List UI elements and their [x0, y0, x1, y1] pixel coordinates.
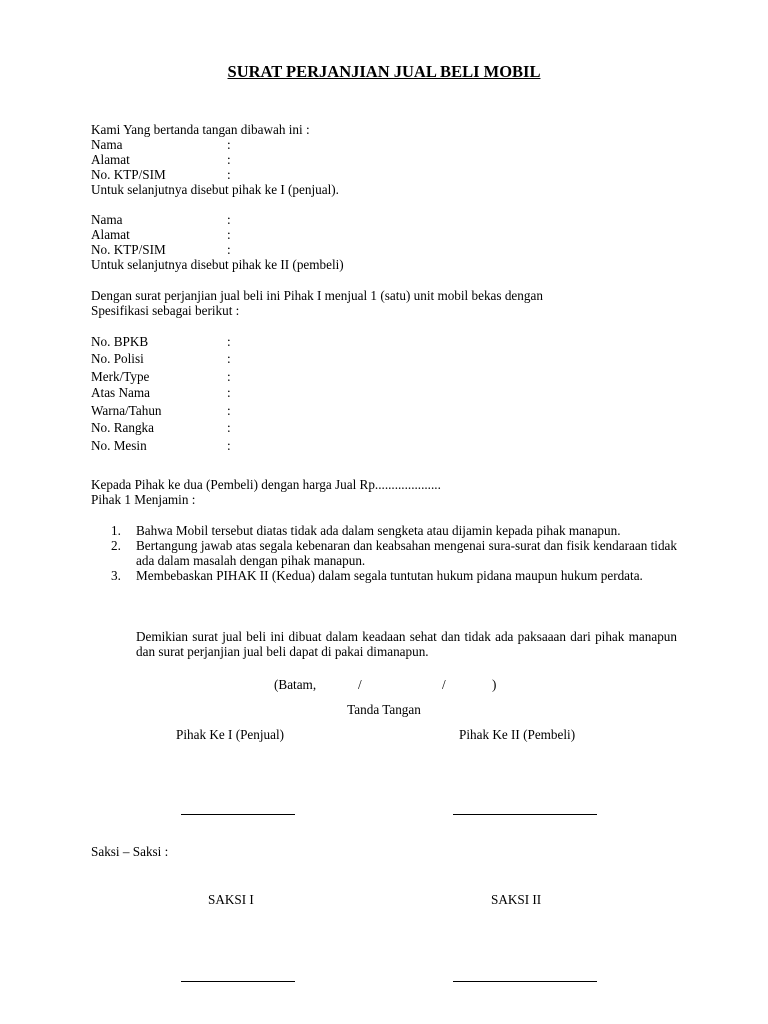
list-text: Bertangung jawab atas segala kebenaran dan keabsahan mengenai sura-surat dan fisik kendaraan tidak ada dalam masalah dengan pihak manapun.	[136, 538, 677, 568]
field-colon: :	[227, 167, 231, 182]
spec-row-warna	[91, 403, 231, 418]
spec-label: No. Polisi	[91, 351, 144, 366]
spec-row-atas-nama	[91, 385, 231, 400]
date-slash-1: /	[358, 677, 362, 692]
date-close: )	[492, 677, 497, 692]
spec-label: Atas Nama	[91, 385, 150, 400]
spec-colon: :	[227, 438, 231, 453]
list-number: 3.	[111, 568, 121, 583]
spec-colon: :	[227, 351, 231, 366]
spec-label: Merk/Type	[91, 369, 150, 384]
spec-row-bpkb	[91, 334, 231, 349]
spec-row-polisi	[91, 351, 231, 366]
witness-heading: Saksi – Saksi :	[91, 844, 169, 859]
witness-left-label: SAKSI I	[208, 892, 254, 907]
list-text: Bahwa Mobil tersebut diatas tidak ada dalam sengketa atau dijamin kepada pihak manapun.	[136, 523, 621, 538]
party2-note: Untuk selanjutnya disebut pihak ke II (pembeli)	[91, 257, 344, 272]
witness-line-right	[453, 981, 597, 982]
agreement-line-1: Dengan surat perjanjian jual beli ini Pihak I menjual 1 (satu) unit mobil bekas dengan	[91, 288, 543, 303]
party1-id-row	[91, 167, 231, 182]
party1-address-row	[91, 152, 231, 167]
field-label: Alamat	[91, 152, 130, 167]
spec-colon: :	[227, 420, 231, 435]
witness-line-left	[181, 981, 295, 982]
spec-colon: :	[227, 369, 231, 384]
spec-row-rangka	[91, 420, 231, 435]
list-item	[91, 523, 677, 538]
spec-row-mesin	[91, 438, 231, 453]
signature-heading: Tanda Tangan	[347, 702, 421, 717]
signer-left-label: Pihak Ke I (Penjual)	[176, 727, 285, 742]
field-label: Nama	[91, 212, 123, 227]
signature-line-right	[453, 814, 597, 815]
field-colon: :	[227, 212, 231, 227]
spec-colon: :	[227, 385, 231, 400]
field-colon: :	[227, 227, 231, 242]
field-colon: :	[227, 137, 231, 152]
spec-label: Warna/Tahun	[91, 403, 162, 418]
spec-row-merk	[91, 369, 231, 384]
list-text: Membebaskan PIHAK II (Kedua) dalam segala tuntutan hukum pidana maupun hukum perdata.	[136, 568, 643, 583]
price-text: Kepada Pihak ke dua (Pembeli) dengan harga Jual Rp....................	[91, 477, 441, 492]
party2-address-row	[91, 227, 231, 242]
closing-paragraph: Demikian surat jual beli ini dibuat dalam keadaan sehat dan tidak ada paksaaan dari pihak manapun dan surat perjanjian jual beli dapat di pakai dimanapun.	[136, 629, 677, 659]
witness-right-label: SAKSI II	[491, 892, 542, 907]
field-label: No. KTP/SIM	[91, 242, 166, 257]
field-label: Alamat	[91, 227, 130, 242]
party2-name-row	[91, 212, 231, 227]
date-slash-2: /	[442, 677, 446, 692]
field-label: Nama	[91, 137, 123, 152]
document-title: SURAT PERJANJIAN JUAL BELI MOBIL	[227, 62, 541, 81]
spec-colon: :	[227, 334, 231, 349]
party1-name-row	[91, 137, 231, 152]
field-label: No. KTP/SIM	[91, 167, 166, 182]
signature-line-left	[181, 814, 295, 815]
spec-label: No. Mesin	[91, 438, 147, 453]
field-colon: :	[227, 152, 231, 167]
agreement-line-2: Spesifikasi sebagai berikut :	[91, 303, 240, 318]
guarantee-heading: Pihak 1 Menjamin :	[91, 492, 196, 507]
guarantee-list	[91, 523, 677, 583]
field-colon: :	[227, 242, 231, 257]
list-number: 1.	[111, 523, 121, 538]
list-item	[91, 538, 677, 568]
spec-colon: :	[227, 403, 231, 418]
list-number: 2.	[111, 538, 121, 553]
party1-note: Untuk selanjutnya disebut pihak ke I (penjual).	[91, 182, 339, 197]
spec-label: No. BPKB	[91, 334, 149, 349]
intro-text: Kami Yang bertanda tangan dibawah ini :	[91, 122, 310, 137]
signer-right-label: Pihak Ke II (Pembeli)	[459, 727, 576, 742]
party2-id-row	[91, 242, 231, 257]
date-open: (Batam,	[274, 677, 317, 692]
list-item	[91, 568, 677, 583]
spec-label: No. Rangka	[91, 420, 154, 435]
